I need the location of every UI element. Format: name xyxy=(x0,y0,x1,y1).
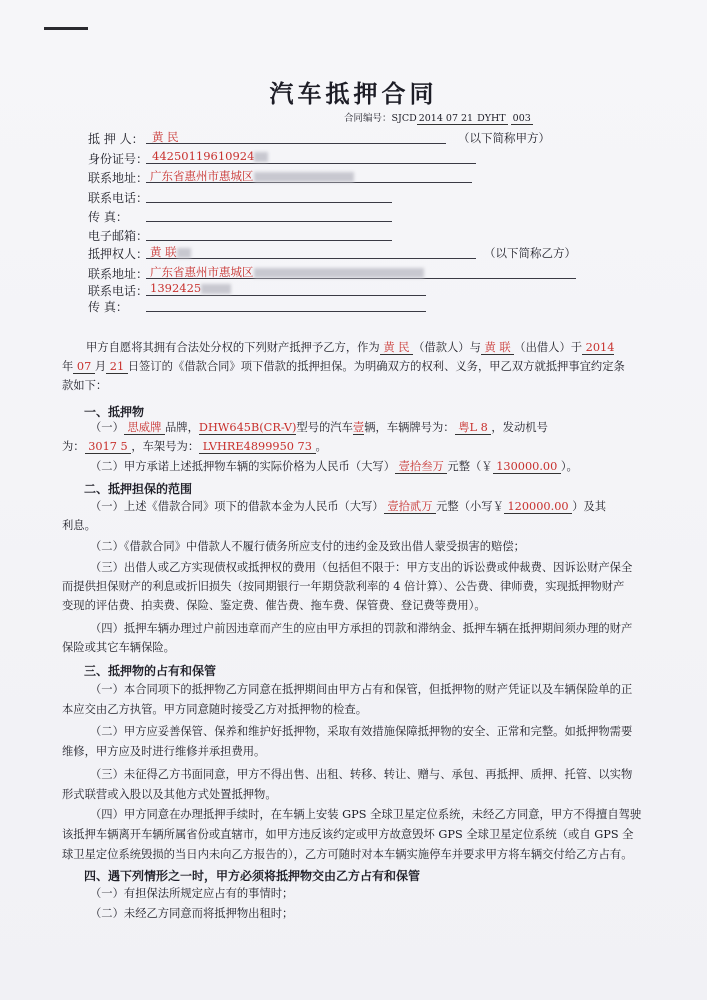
s2-item3-line1: （三）出借人或乙方实现债权或抵押权的费用（包括但不限于：甲方支出的诉讼费或仲裁费、因诉讼财产保全 xyxy=(90,561,633,574)
fax-label-a: 传 真： xyxy=(88,210,128,224)
address-label-a: 联系地址： xyxy=(88,171,149,185)
section-2-heading: 二、抵押担保的范围 xyxy=(84,482,193,496)
document-title: 汽车抵押合同 xyxy=(269,79,438,108)
s3-item3-line2: 形式联营或入股以及其他方式处置抵押物。 xyxy=(62,788,277,801)
email-label-a: 电子邮箱： xyxy=(88,229,149,243)
s1-item1-line1: （一） 思威牌 品牌，DHW645B(CR-V)型号的汽车壹辆，车辆牌号为： 粤L 8 ，发动机号 xyxy=(90,421,548,434)
s3-item2-line2: 维修，甲方应及时进行维修并承担费用。 xyxy=(62,745,266,758)
s1-item1-line2: 为： 3017 5 ，车架号为： LVHRE4899950 73 。 xyxy=(62,440,327,453)
pledgee-alias: （以下简称乙方） xyxy=(484,246,576,260)
s3-item2-line1: （二）甲方应妥善保管、保养和维护好抵押物，采取有效措施保障抵押物的安全、正常和完整。如抵押物需要 xyxy=(90,725,633,738)
s3-item1-line1: （一）本合同项下的抵押物乙方同意在抵押期间由甲方占有和保管，但抵押物的财产凭证以及车辆保险单的正 xyxy=(90,683,633,696)
phone-label-b: 联系电话： xyxy=(88,284,149,298)
pledgor-alias: （以下简称甲方） xyxy=(458,131,550,145)
s3-item3-line1: （三）未征得乙方书面同意，甲方不得出售、出租、转移、转让、赠与、承包、再抵押、质押、托管、以实物 xyxy=(90,768,633,781)
phone-b: 1392425 xyxy=(150,281,231,295)
s3-item1-line2: 本应交由乙方执管。甲方同意随时接受乙方对抵押物的检查。 xyxy=(62,703,368,716)
section-4-heading: 四、遇下列情形之一时，甲方必须将抵押物交由乙方占有和保管 xyxy=(84,869,421,883)
s2-item1-line1: （一）上述《借款合同》项下的借款本金为人民币（大写） 壹拾贰万 元整（小写￥ 120000.00 ）及其 xyxy=(90,500,607,513)
scan-mark xyxy=(44,27,88,30)
s4-item1: （一）有担保法所规定应占有的事情时； xyxy=(90,887,294,900)
pledgor-label: 抵 押 人： xyxy=(88,132,144,146)
s3-item4-line1: （四）甲方同意在办理抵押手续时，在车辆上安装 GPS 全球卫星定位系统，未经乙方同意，甲方不得擅自驾驶 xyxy=(90,808,642,821)
address-a: 广东省惠州市惠城区 xyxy=(150,168,354,184)
s2-item3-line3: 变现的评估费、拍卖费、保险、鉴定费、催告费、拖车费、保管费、登记费等费用）。 xyxy=(62,599,486,612)
preamble-line-3: 款如下： xyxy=(62,379,108,392)
pledgor-name: 黄 民 xyxy=(152,130,179,144)
s3-item4-line3: 球卫星定位系统毁损的当日内未向乙方报告的），乙方可随时对本车辆实施停车并要求甲方将车辆交付给乙方占有。 xyxy=(62,848,633,861)
section-1-heading: 一、抵押物 xyxy=(84,405,145,419)
id-number: 44250119610924 xyxy=(152,149,268,163)
fax-label-b: 传 真： xyxy=(88,300,128,314)
preamble-line-2: 年 07 月 21 日签订的《借款合同》项下借款的抵押担保。为明确双方的权利、义务，甲乙双方就抵押事宜约定条 xyxy=(62,360,625,373)
id-label: 身份证号： xyxy=(88,152,149,166)
phone-label-a: 联系电话： xyxy=(88,191,149,205)
section-3-heading: 三、抵押物的占有和保管 xyxy=(84,664,217,678)
s2-item2: （二）《借款合同》中借款人不履行债务所应支付的违约金及致出借人蒙受损害的赔偿； xyxy=(90,540,525,553)
preamble-line-1: 甲方自愿将其拥有合法处分权的下列财产抵押予乙方，作为 黄 民 （借款人）与 黄 联 （出借人）于 2014 xyxy=(86,341,615,354)
contract-number: 合同编号：SJCD2014 07 21DYHT 003 xyxy=(344,113,531,124)
address-label-b: 联系地址： xyxy=(88,267,149,281)
pledgee-name: 黄 联 xyxy=(150,244,191,260)
s2-item4-line1: （四）抵押车辆办理过户前因违章而产生的应由甲方承担的罚款和滞纳金、抵押车辆在抵押期间须办理的财产 xyxy=(90,622,633,635)
s2-item1-line2: 利息。 xyxy=(62,519,96,532)
s4-item2: （二）未经乙方同意而将抵押物出租时； xyxy=(90,907,294,920)
pledgee-label: 抵押权人： xyxy=(88,247,149,261)
address-b: 广东省惠州市惠城区 xyxy=(150,264,424,280)
s2-item4-line2: 保险或其它车辆保险。 xyxy=(62,641,175,654)
s2-item3-line2: 而提供担保财产的利息或折旧损失（按同期银行一年期贷款利率的 4 倍计算）、公告费、律师费，实现抵押物财产 xyxy=(62,580,625,593)
s3-item4-line2: 该抵押车辆离开车辆所属省份或直辖市，如甲方违反该约定或甲方故意毁坏 GPS 全球卫星定位系统（或自 GPS 全 xyxy=(62,828,634,841)
s1-item2: （二）甲方承诺上述抵押物车辆的实际价格为人民币（大写） 壹拾叁万 元整（￥ 130000.00 ）。 xyxy=(90,460,578,473)
